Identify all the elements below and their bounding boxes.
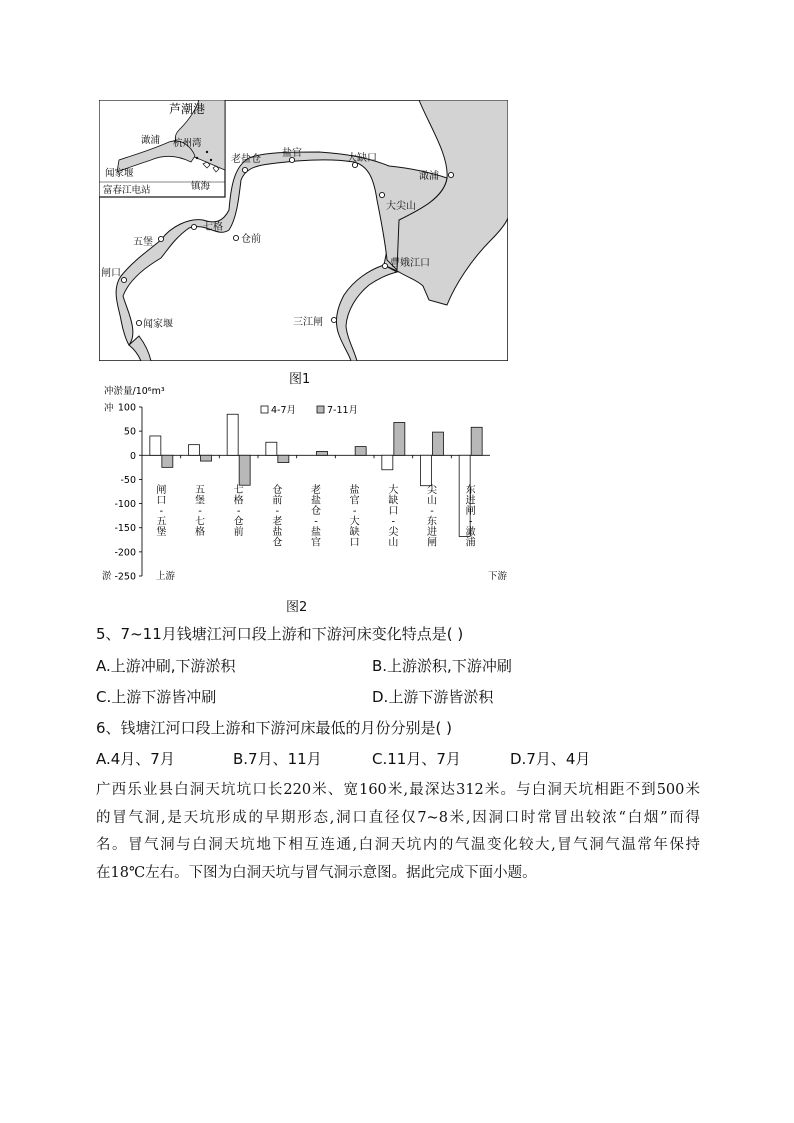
question-6-stem: 6、钱塘江河口段上游和下游河床最低的月份分别是( ) bbox=[96, 719, 453, 737]
question-6-option-b[interactable]: B.7月、11月 bbox=[233, 750, 322, 768]
chart-category-label: 仓前-老盐仓 bbox=[272, 485, 283, 549]
passage-line: 的冒气洞,是天坑形成的早期形态,洞口直径仅7~8米,因洞口时常冒出较浓“白烟”而得 bbox=[96, 809, 700, 826]
chart-bar-jul-nov bbox=[201, 455, 212, 461]
label-zhakou: 闸口 bbox=[101, 268, 121, 279]
question-5-stem: 5、7~11月钱塘江河口段上游和下游河床变化特点是( ) bbox=[96, 625, 464, 643]
chart-bar-apr-jul bbox=[382, 455, 393, 469]
estuary-map bbox=[99, 100, 508, 361]
inset-label: 澉浦 bbox=[141, 135, 161, 146]
chart-bar-jul-nov bbox=[317, 451, 328, 455]
passage-line: 名。冒气洞与白洞天坑地下相互连通,白洞天坑内的气温变化较大,冒气洞气温常年保持 bbox=[96, 837, 700, 853]
label-laoyancang: 老盐仓 bbox=[231, 154, 261, 165]
passage-line: 广西乐业县白洞天坑坑口长220米、宽160米,最深达312米。与白洞天坑相距不到500米 bbox=[96, 782, 700, 798]
label-wubao: 五堡 bbox=[133, 237, 153, 248]
chart-bar-apr-jul bbox=[266, 442, 277, 455]
chart-y-tick-label: 100 bbox=[117, 402, 136, 414]
marker-dajianshan bbox=[379, 192, 384, 197]
inset-label: 镇海 bbox=[191, 181, 211, 192]
label-ganpu: 澉浦 bbox=[419, 171, 439, 182]
label-sanjiangzha: 三江闸 bbox=[293, 317, 323, 328]
figure-2-caption: 图2 bbox=[286, 600, 308, 615]
marker-cangqian bbox=[233, 235, 238, 240]
chart-y-tick-label: -200 bbox=[114, 547, 136, 559]
chart-category-label: 闸口-五堡 bbox=[156, 485, 167, 538]
chart-category-label: 七格-仓前 bbox=[233, 485, 244, 538]
chart-bar-jul-nov bbox=[394, 422, 405, 455]
legend-label: 7-11月 bbox=[327, 405, 359, 416]
question-5-option-b[interactable]: B.上游淤积,下游冲刷 bbox=[372, 657, 512, 675]
marker-qige bbox=[191, 224, 196, 229]
chart-category-label: 东进闸-澉浦 bbox=[465, 485, 476, 549]
chart-xlabel-left: 上游 bbox=[156, 571, 176, 582]
chart-xlabel-right: 下游 bbox=[488, 571, 508, 582]
estuary-map-svg bbox=[99, 100, 508, 361]
chart-bar-apr-jul bbox=[150, 436, 161, 455]
question-5-option-a[interactable]: A.上游冲刷,下游淤积 bbox=[96, 657, 236, 675]
label-daquekou: 大缺口 bbox=[347, 153, 377, 164]
inset-label: 杭州湾 bbox=[173, 138, 202, 149]
marker-sanjiangzha bbox=[331, 317, 336, 322]
marker-wubao bbox=[158, 236, 163, 241]
inset-label: 富春江电站 bbox=[103, 185, 151, 196]
inset-label: 闻家堰 bbox=[105, 168, 134, 179]
chart-bar-jul-nov bbox=[433, 432, 444, 455]
sediment-chart-svg bbox=[98, 380, 518, 590]
question-6-option-a[interactable]: A.4月、7月 bbox=[96, 750, 175, 768]
label-cangqian: 仓前 bbox=[241, 234, 261, 245]
chart-bar-jul-nov bbox=[239, 455, 250, 485]
chart-y-tick-label: -100 bbox=[114, 499, 136, 511]
chart-bar-apr-jul bbox=[227, 414, 238, 455]
marker-laoyancang bbox=[242, 167, 247, 172]
question-5-option-c[interactable]: C.上游下游皆冲刷 bbox=[96, 688, 217, 706]
label-qige: 七格 bbox=[203, 222, 223, 233]
marker-caoejiangkou bbox=[382, 263, 387, 268]
chart-bar-apr-jul bbox=[189, 445, 200, 456]
chart-bar-apr-jul bbox=[421, 455, 432, 485]
chart-y-tick-label: -150 bbox=[114, 523, 136, 535]
chart-ylabel: 冲淤量/10⁶m³ bbox=[104, 386, 165, 397]
chart-category-label: 五堡-七格 bbox=[195, 485, 205, 538]
label-dajianshan: 大尖山 bbox=[386, 201, 416, 212]
chart-y-tick-label: -250 bbox=[114, 571, 136, 583]
label-yanguan: 盐官 bbox=[282, 148, 302, 159]
reading-passage bbox=[96, 777, 700, 887]
chart-bar-jul-nov bbox=[355, 447, 366, 456]
figure-1-caption: 图1 bbox=[289, 372, 311, 387]
question-6-option-c[interactable]: C.11月、7月 bbox=[372, 750, 461, 768]
chart-y-tick-label: -50 bbox=[120, 474, 136, 486]
chart-category-label: 大缺口-尖山 bbox=[388, 485, 399, 549]
legend-label: 4-7月 bbox=[271, 405, 297, 416]
legend-swatch bbox=[317, 406, 324, 413]
chart-ylabel-top: 冲 bbox=[104, 403, 114, 414]
inset-label: 芦潮港 bbox=[169, 102, 206, 116]
label-wenjiayan: 闻家堰 bbox=[143, 319, 173, 330]
legend-swatch bbox=[261, 406, 268, 413]
sediment-chart bbox=[98, 380, 518, 590]
marker-ganpu bbox=[448, 172, 453, 177]
chart-y-tick-label: 0 bbox=[129, 450, 136, 462]
passage-line: 在18℃左右。下图为白洞天坑与冒气洞示意图。据此完成下面小题。 bbox=[96, 864, 537, 881]
inset-map bbox=[99, 100, 225, 197]
chart-bar-jul-nov bbox=[278, 455, 289, 462]
chart-bar-jul-nov bbox=[471, 427, 482, 455]
chart-bar-jul-nov bbox=[162, 455, 173, 467]
question-5-option-d[interactable]: D.上游下游皆淤积 bbox=[372, 688, 494, 706]
chart-ylabel-bottom: 淤 bbox=[102, 571, 112, 582]
chart-category-label: 尖山-东进闸 bbox=[427, 485, 437, 549]
label-caoejiangkou: 曹娥江口 bbox=[390, 258, 430, 269]
marker-zhakou bbox=[121, 277, 126, 282]
marker-wenjiayan bbox=[136, 320, 141, 325]
chart-category-label: 老盐仓-盐官 bbox=[311, 485, 321, 549]
chart-y-tick-label: 50 bbox=[123, 426, 136, 438]
question-6-option-d[interactable]: D.7月、4月 bbox=[510, 750, 591, 768]
chart-category-label: 盐官-大缺口 bbox=[349, 485, 360, 549]
